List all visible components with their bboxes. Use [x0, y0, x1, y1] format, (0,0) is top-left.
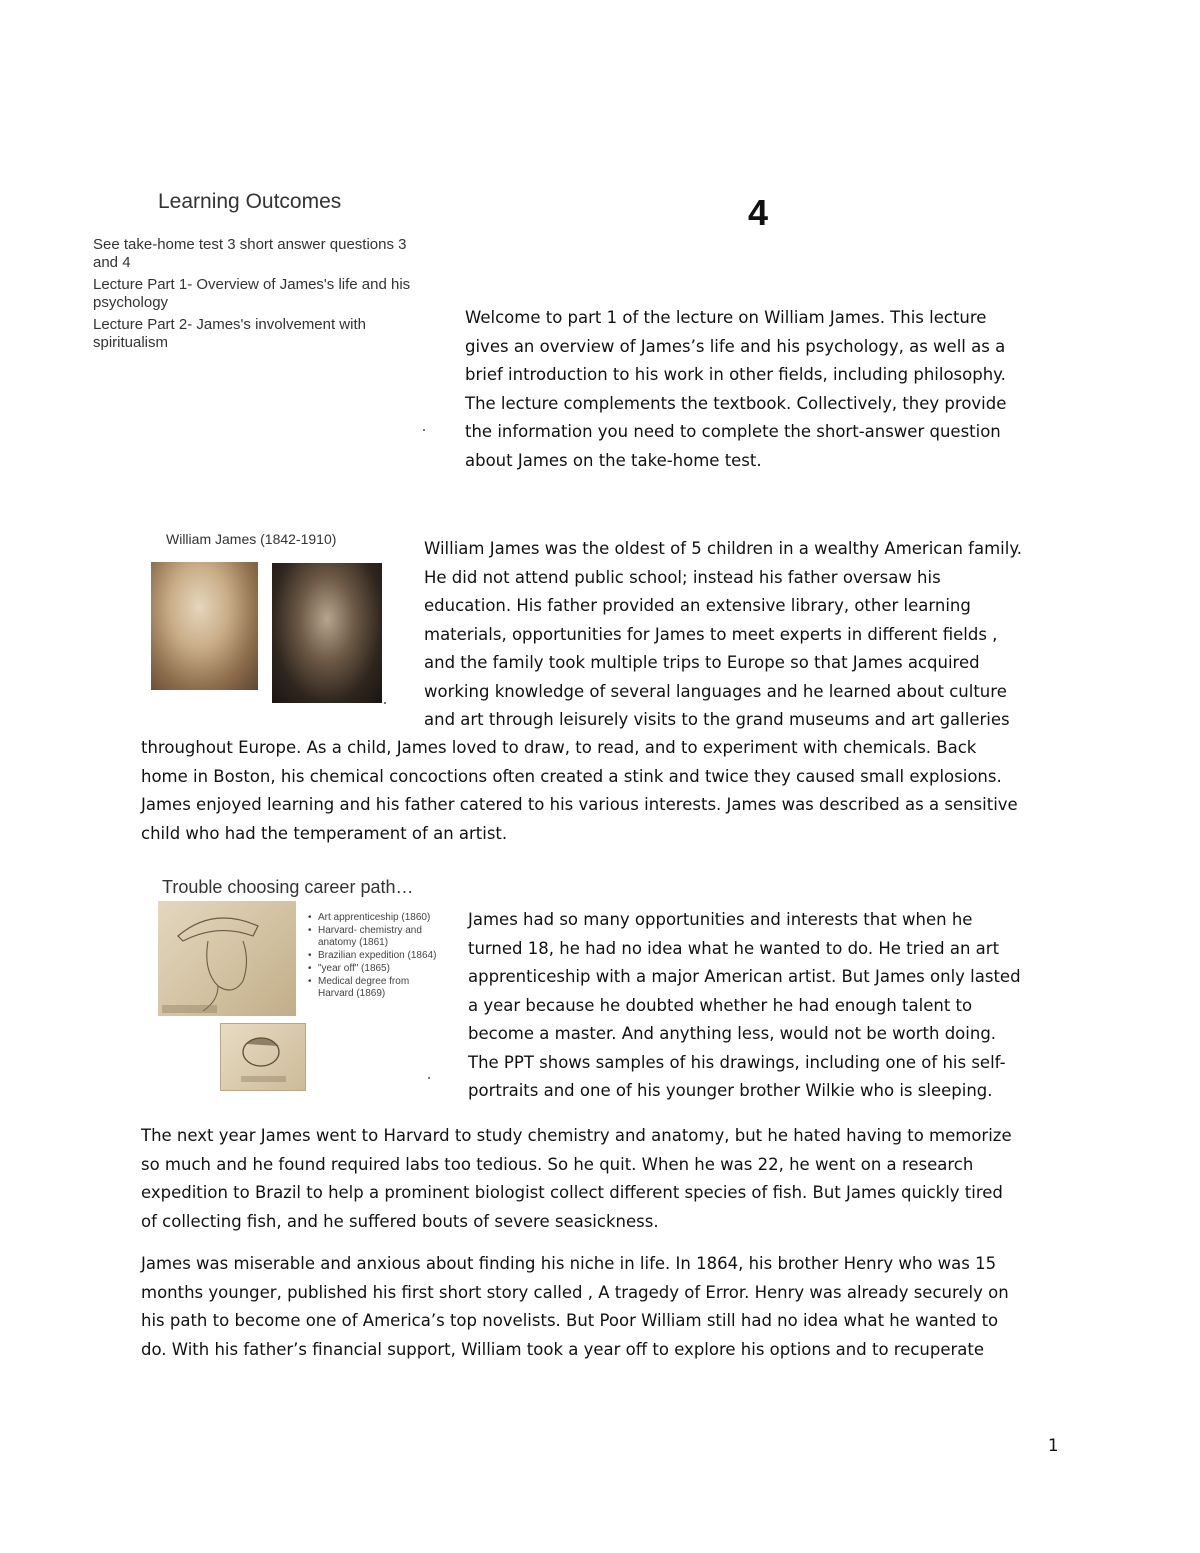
- text-line: throughout Europe. As a child, James loved to draw, to read, and to experiment with chemicals. Back: [141, 738, 977, 757]
- text-line: his path to become one of America’s top novelists. But Poor William still had no idea what he wanted to: [141, 1311, 999, 1330]
- career-paragraph: [468, 906, 1088, 1106]
- text-line: The lecture complements the textbook. Collectively, they provide: [465, 393, 1007, 413]
- text-line: and art through leisurely visits to the grand museums and art galleries: [424, 710, 1010, 729]
- stray-mark: [428, 1077, 430, 1079]
- niche-paragraph: [141, 1250, 1081, 1364]
- career-slide-title: Trouble choosing career path…: [162, 877, 414, 897]
- intro-paragraph: [465, 304, 1105, 475]
- text-line: William James was the oldest of 5 children in a wealthy American family.: [424, 539, 1022, 558]
- text-line: materials, opportunities for James to meet experts in different fields ,: [424, 624, 998, 644]
- text-line: The PPT shows samples of his drawings, including one of his self-: [468, 1052, 1006, 1072]
- learning-outcome-item: Lecture Part 2- James's involvement with spiritualism: [93, 316, 366, 351]
- stray-mark: [423, 429, 425, 431]
- text-line: education. His father provided an extensive library, other learning: [424, 596, 971, 615]
- text-line: months younger, published his first short story called , A tragedy of Error. Henry was already securely on: [141, 1282, 1009, 1302]
- text-line: and the family took multiple trips to Europe so that James acquired: [424, 653, 980, 672]
- footer-page-number: 1: [1048, 1436, 1059, 1455]
- bio-paragraph-top: [424, 535, 1074, 735]
- text-line: become a master. And anything less, would not be worth doing.: [468, 1024, 997, 1043]
- text-line: do. With his father’s financial support, William took a year off to explore his options and to recuperate: [141, 1339, 985, 1359]
- text-line: of collecting fish, and he suffered bouts of severe seasickness.: [141, 1211, 659, 1231]
- learning-outcome-item: See take-home test 3 short answer questions 3 and 4: [93, 236, 407, 271]
- career-bullet: • Brazilian expedition (1864): [308, 950, 443, 962]
- text-line: home in Boston, his chemical concoctions often created a stink and twice they caused small explosions.: [141, 766, 1002, 786]
- career-bullet: • Harvard- chemistry and anatomy (1861): [308, 925, 443, 949]
- text-line: brief introduction to his work in other fields, including philosophy.: [465, 365, 1006, 384]
- text-line: about James on the take-home test.: [465, 450, 762, 470]
- text-line: James was miserable and anxious about finding his niche in life. In 1864, his brother Henry who was 15: [141, 1254, 997, 1273]
- career-bullet: • Art apprenticeship (1860): [308, 912, 443, 924]
- learning-outcomes-title: Learning Outcomes: [158, 190, 342, 213]
- text-line: a year because he doubted whether he had enough talent to: [468, 995, 973, 1015]
- career-bullet: • "year off" (1865): [308, 963, 443, 975]
- older-james-photo: [272, 563, 382, 703]
- sketch-drawing: [221, 1024, 305, 1090]
- young-james-photo: [151, 562, 258, 690]
- text-line: James had so many opportunities and interests that when he: [468, 910, 973, 929]
- text-line: portraits and one of his younger brother Wilkie who is sleeping.: [468, 1081, 993, 1100]
- learning-outcome-item: Lecture Part 1- Overview of James's life and his psychology: [93, 276, 411, 311]
- portrait-caption: William James (1842-1910): [166, 531, 337, 547]
- text-line: gives an overview of James’s life and his psychology, as well as a: [465, 336, 1006, 356]
- text-line: working knowledge of several languages and he learned about culture: [424, 681, 1007, 701]
- text-line: turned 18, he had no idea what he wanted to do. He tried an art: [468, 938, 1000, 958]
- text-line: child who had the temperament of an artist.: [141, 823, 508, 843]
- text-line: The next year James went to Harvard to study chemistry and anatomy, but he hated having to memorize: [141, 1126, 1012, 1145]
- career-bullets: [308, 912, 443, 1001]
- section-number: 4: [748, 192, 769, 233]
- bio-paragraph-bottom: [141, 734, 1081, 848]
- sketch-drawing: [158, 901, 296, 1016]
- career-bullet: • Medical degree from Harvard (1869): [308, 976, 443, 1000]
- self-portrait-sketch: [158, 901, 296, 1016]
- text-line: apprenticeship with a major American artist. But James only lasted: [468, 967, 1021, 986]
- text-line: the information you need to complete the short-answer question: [465, 422, 1001, 441]
- text-line: Welcome to part 1 of the lecture on William James. This lecture: [465, 308, 987, 327]
- text-line: so much and he found required labs too tedious. So he quit. When he was 22, he went on a research: [141, 1154, 974, 1174]
- text-line: expedition to Brazil to help a prominent biologist collect different species of fish. But James quickly tired: [141, 1183, 1003, 1202]
- text-line: James enjoyed learning and his father catered to his various interests. James was described as a sensitive: [141, 795, 1018, 814]
- learning-outcomes-list: [93, 236, 433, 356]
- text-line: He did not attend public school; instead his father oversaw his: [424, 567, 941, 587]
- harvard-paragraph: [141, 1122, 1081, 1236]
- wilkie-sleeping-sketch: [220, 1023, 306, 1091]
- stray-mark: [384, 702, 386, 704]
